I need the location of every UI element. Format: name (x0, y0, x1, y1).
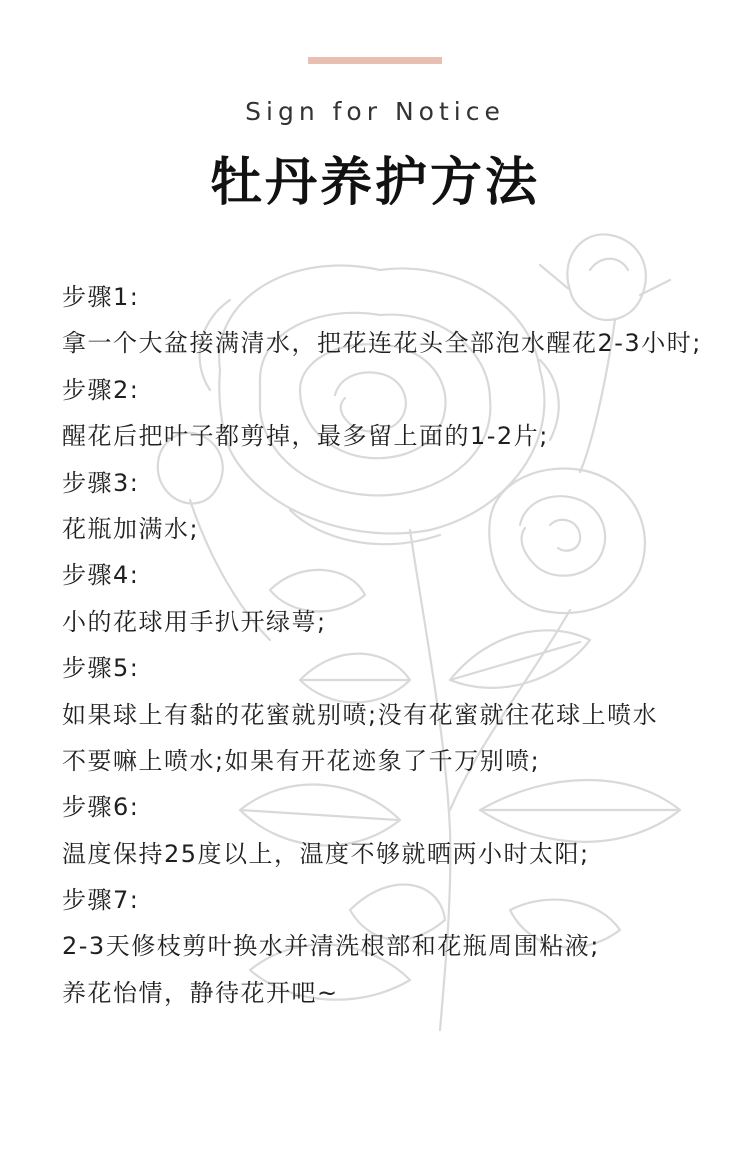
step-heading: 步骤1: (62, 283, 140, 311)
page-title: 牡丹养护方法 (209, 153, 540, 213)
step-heading: 步骤6: (62, 793, 140, 822)
step-heading: 步骤2: (62, 375, 140, 404)
step-text: 如果球上有黏的花蜜就别喷;没有花蜜就往花球上喷水 (62, 700, 659, 729)
step-text: 小的花球用手扒开绿萼; (62, 607, 327, 636)
step-heading: 步骤7: (62, 886, 140, 915)
step-text: 拿一个大盆接满清水，把花连花头全部泡水醒花2-3小时; (62, 329, 702, 358)
care-steps (62, 274, 722, 1016)
step-heading: 步骤3: (62, 468, 140, 497)
step-text: 花瓶加满水; (62, 514, 200, 543)
closing-text: 养花怡情，静待花开吧~ (62, 978, 339, 1007)
step-text: 不要嘛上喷水;如果有开花迹象了千万别喷; (62, 746, 541, 775)
step-heading: 步骤5: (62, 654, 140, 683)
step-text: 温度保持25度以上，温度不够就晒两小时太阳; (62, 839, 590, 868)
accent-bar (308, 57, 442, 64)
step-text: 2-3天修枝剪叶换水并清洗根部和花瓶周围粘液; (62, 932, 600, 961)
step-heading: 步骤4: (62, 561, 140, 590)
sign-subtitle: Sign for Notice (245, 97, 505, 126)
step-text: 醒花后把叶子都剪掉，最多留上面的1-2片; (62, 422, 549, 451)
